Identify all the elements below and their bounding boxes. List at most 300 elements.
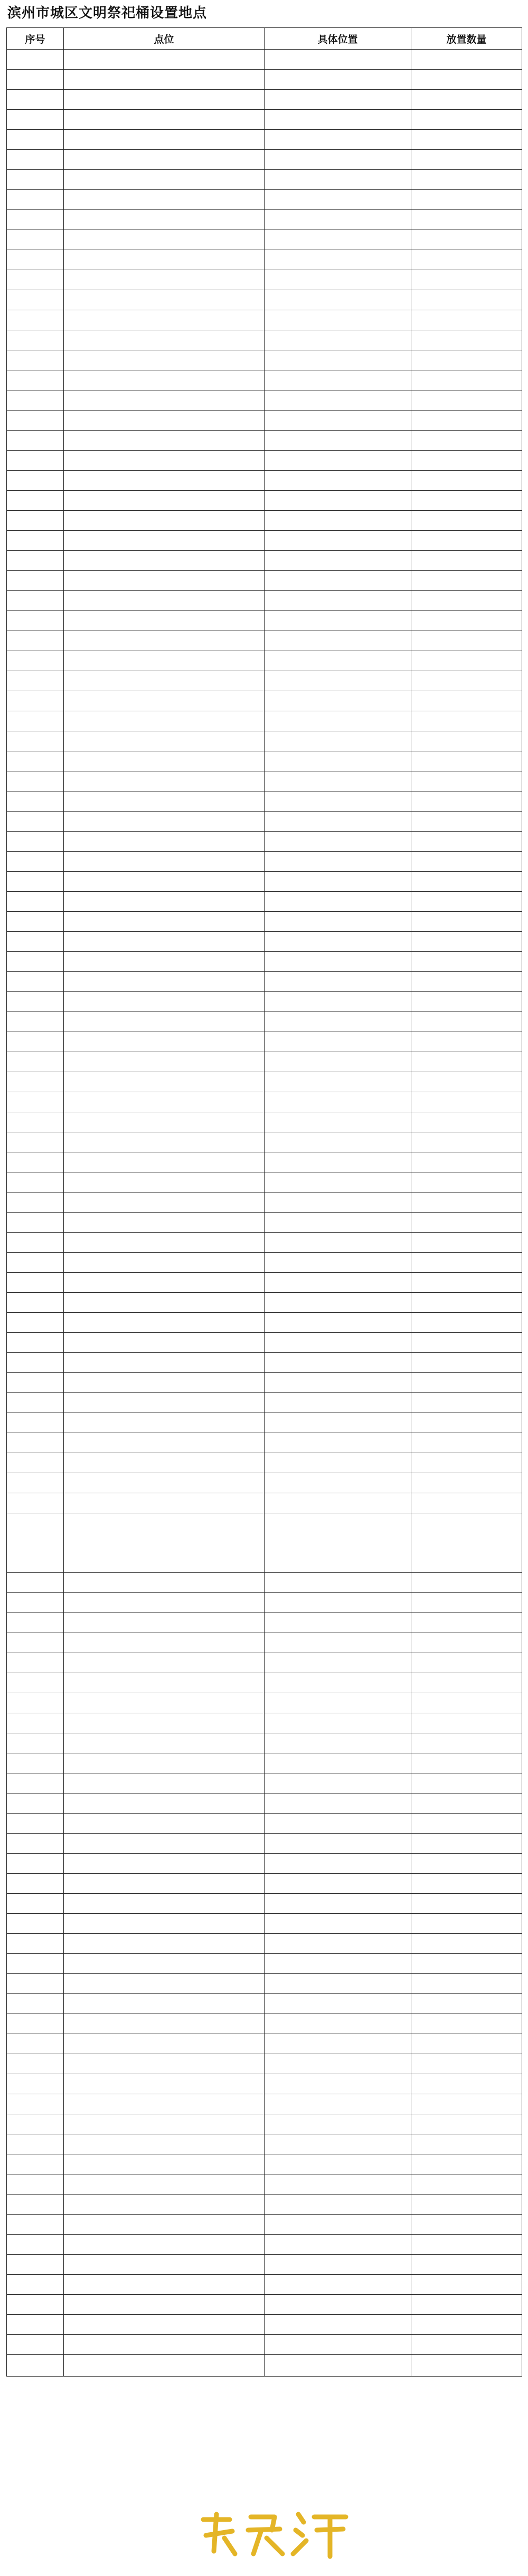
cell-no [7,611,64,631]
table-row [7,992,522,1012]
cell-qty [411,591,522,611]
cell-position [265,1934,411,1954]
cell-qty [411,2295,522,2315]
cell-qty [411,1253,522,1273]
cell-no [7,1773,64,1793]
table-row [7,230,522,250]
cell-position [265,2094,411,2114]
cell-qty [411,1713,522,1733]
cell-qty [411,471,522,491]
table-row [7,952,522,972]
cell-qty [411,611,522,631]
cell-no [7,751,64,771]
cell-qty [411,1934,522,1954]
cell-position [265,1914,411,1934]
cell-position [265,471,411,491]
cell-no [7,1112,64,1132]
table-row [7,531,522,551]
cell-place [64,1473,265,1493]
cell-qty [411,2235,522,2255]
table-row [7,2074,522,2094]
cell-place [64,190,265,210]
cell-place [64,1032,265,1052]
cell-place [64,972,265,992]
table-row [7,431,522,451]
cell-place [64,1573,265,1593]
cell-no [7,1433,64,1453]
table-row [7,250,522,270]
cell-position [265,330,411,350]
cell-qty [411,1874,522,1894]
table-row [7,651,522,671]
cell-qty [411,2114,522,2134]
cell-qty [411,90,522,110]
cell-qty [411,1854,522,1874]
cell-no [7,731,64,751]
cell-no [7,1733,64,1753]
cell-no [7,491,64,511]
cell-place [64,1433,265,1453]
cell-qty [411,1593,522,1613]
table-row [7,1293,522,1313]
cell-no [7,2014,64,2034]
cell-position [265,2335,411,2355]
table-row [7,1253,522,1273]
cell-position [265,651,411,671]
table-row [7,1453,522,1473]
cell-no [7,2114,64,2134]
cell-qty [411,310,522,330]
cell-no [7,872,64,892]
cell-no [7,992,64,1012]
table-row [7,1353,522,1373]
cell-no [7,1172,64,1192]
table-row [7,791,522,812]
table-row [7,1814,522,1834]
table-row [7,310,522,330]
cell-place [64,651,265,671]
cell-place [64,310,265,330]
cell-no [7,2134,64,2154]
cell-position [265,1353,411,1373]
cell-place [64,2034,265,2054]
cell-place [64,1593,265,1613]
table-row [7,551,522,571]
table-row [7,1373,522,1393]
cell-position [265,1613,411,1633]
cell-qty [411,2134,522,2154]
cell-qty [411,1914,522,1934]
table-row [7,711,522,731]
cell-position [265,1593,411,1613]
cell-position [265,1293,411,1313]
cell-position [265,952,411,972]
cell-no [7,390,64,411]
cell-qty [411,1152,522,1172]
cell-position [265,531,411,551]
table-row [7,370,522,390]
cell-position [265,1273,411,1293]
cell-qty [411,2195,522,2215]
cell-no [7,1974,64,1994]
cell-qty [411,290,522,310]
cell-qty [411,691,522,711]
cell-no [7,1713,64,1733]
cell-place [64,1012,265,1032]
cell-no [7,591,64,611]
cell-qty [411,852,522,872]
cell-place [64,451,265,471]
table-row [7,150,522,170]
cell-place [64,2235,265,2255]
cell-no [7,2295,64,2315]
cell-place [64,1713,265,1733]
cell-position [265,2114,411,2134]
cell-qty [411,631,522,651]
cell-no [7,2335,64,2355]
cell-qty [411,1052,522,1072]
cell-place [64,290,265,310]
cell-no [7,2074,64,2094]
cell-position [265,190,411,210]
table-row [7,1012,522,1032]
cell-position [265,2054,411,2074]
table-row [7,2215,522,2235]
cell-place [64,511,265,531]
cell-no [7,170,64,190]
table-row [7,832,522,852]
cell-place [64,1793,265,1814]
cell-no [7,431,64,451]
cell-position [265,1152,411,1172]
cell-place [64,2335,265,2355]
cell-place [64,1213,265,1233]
table-row [7,110,522,130]
cell-position [265,70,411,90]
cell-place [64,1954,265,1974]
cell-qty [411,771,522,791]
cell-position [265,2154,411,2174]
table-row [7,1493,522,1513]
cell-qty [411,1994,522,2014]
cell-position [265,250,411,270]
table-row [7,1152,522,1172]
table-row [7,892,522,912]
table-row [7,852,522,872]
cell-no [7,1753,64,1773]
cell-qty [411,451,522,471]
cell-place [64,852,265,872]
table-row [7,2154,522,2174]
table-row [7,70,522,90]
cell-no [7,631,64,651]
cell-qty [411,1493,522,1513]
cell-no [7,1213,64,1233]
cell-qty [411,972,522,992]
table-row [7,2275,522,2295]
cell-no [7,571,64,591]
cell-position [265,2255,411,2275]
cell-position [265,771,411,791]
table-row [7,912,522,932]
cell-place [64,1172,265,1192]
table-row [7,1994,522,2014]
cell-place [64,1854,265,1874]
cell-no [7,691,64,711]
cell-no [7,651,64,671]
cell-qty [411,2154,522,2174]
cell-qty [411,1673,522,1693]
cell-qty [411,110,522,130]
cell-position [265,1854,411,1874]
table-row [7,1092,522,1112]
cell-qty [411,1513,522,1573]
table-row [7,872,522,892]
table-row [7,571,522,591]
cell-position [265,1313,411,1333]
cell-position [265,591,411,611]
table-row [7,1793,522,1814]
cell-place [64,230,265,250]
table-row [7,330,522,350]
cell-position [265,1874,411,1894]
cell-position [265,1753,411,1773]
table-row [7,210,522,230]
cell-place [64,631,265,651]
cell-position [265,1974,411,1994]
cell-no [7,832,64,852]
cell-position [265,2174,411,2195]
cell-no [7,1253,64,1273]
cell-qty [411,1293,522,1313]
cell-qty [411,491,522,511]
cell-position [265,1253,411,1273]
cell-place [64,250,265,270]
cell-position [265,1172,411,1192]
cell-place [64,270,265,290]
cell-place [64,390,265,411]
table-row [7,2335,522,2355]
cell-position [265,2275,411,2295]
cell-position [265,852,411,872]
cell-qty [411,1633,522,1653]
cell-qty [411,2074,522,2094]
cell-place [64,812,265,832]
cell-place [64,1894,265,1914]
cell-position [265,110,411,130]
cell-place [64,1373,265,1393]
cell-qty [411,330,522,350]
cell-place [64,1733,265,1753]
cell-place [64,2094,265,2114]
cell-no [7,130,64,150]
table-row [7,2255,522,2275]
table-row [7,631,522,651]
table-row [7,130,522,150]
table-row [7,1413,522,1433]
cell-qty [411,411,522,431]
cell-qty [411,1092,522,1112]
cell-position [265,150,411,170]
cell-place [64,1613,265,1633]
header-position: 具体位置 [265,28,411,50]
table-row [7,2174,522,2195]
cell-qty [411,50,522,70]
table-row [7,1032,522,1052]
table-row [7,2195,522,2215]
table-row [7,812,522,832]
cell-position [265,611,411,631]
table-row [7,2114,522,2134]
cell-position [265,511,411,531]
table-row [7,511,522,531]
cell-qty [411,2215,522,2235]
cell-place [64,591,265,611]
table-row [7,2315,522,2335]
cell-position [265,50,411,70]
cell-qty [411,1373,522,1393]
cell-position [265,1393,411,1413]
cell-place [64,872,265,892]
cell-position [265,1713,411,1733]
cell-place [64,1513,265,1573]
cell-no [7,912,64,932]
cell-place [64,1233,265,1253]
table-row [7,50,522,70]
cell-position [265,2295,411,2315]
cell-no [7,1092,64,1112]
cell-place [64,1132,265,1152]
table-row [7,1874,522,1894]
data-table [6,27,522,2377]
cell-position [265,1513,411,1573]
cell-qty [411,1132,522,1152]
table-row [7,170,522,190]
table-row [7,2014,522,2034]
table-row [7,2054,522,2074]
cell-position [265,2315,411,2335]
cell-place [64,771,265,791]
table-row [7,1233,522,1253]
cell-position [265,751,411,771]
cell-place [64,1052,265,1072]
cell-position [265,832,411,852]
cell-no [7,711,64,731]
cell-no [7,2154,64,2174]
cell-no [7,1814,64,1834]
cell-no [7,1493,64,1513]
cell-place [64,912,265,932]
cell-no [7,1413,64,1433]
cell-no [7,551,64,571]
cell-qty [411,1894,522,1914]
cell-place [64,531,265,551]
table-row [7,2235,522,2255]
cell-no [7,70,64,90]
cell-no [7,1914,64,1934]
cell-position [265,411,411,431]
cell-position [265,1693,411,1713]
cell-place [64,1673,265,1693]
cell-position [265,2195,411,2215]
cell-place [64,1393,265,1413]
table-row [7,1854,522,1874]
cell-qty [411,70,522,90]
cell-qty [411,390,522,411]
cell-qty [411,1333,522,1353]
cell-place [64,2154,265,2174]
table-row [7,1633,522,1653]
cell-qty [411,1072,522,1092]
cell-position [265,631,411,651]
cell-qty [411,210,522,230]
cell-qty [411,1974,522,1994]
table-row [7,2034,522,2054]
cell-no [7,812,64,832]
cell-position [265,992,411,1012]
table-row [7,1213,522,1233]
table-row [7,2295,522,2315]
cell-no [7,1954,64,1974]
cell-no [7,1012,64,1032]
cell-qty [411,872,522,892]
cell-no [7,2235,64,2255]
cell-no [7,1192,64,1213]
table-row [7,972,522,992]
cell-no [7,2315,64,2335]
cell-no [7,1994,64,2014]
cell-qty [411,1273,522,1293]
cell-place [64,1773,265,1793]
cell-qty [411,130,522,150]
table-row [7,751,522,771]
cell-qty [411,731,522,751]
cell-position [265,1773,411,1793]
cell-no [7,852,64,872]
cell-place [64,2134,265,2154]
cell-no [7,1453,64,1473]
cell-qty [411,370,522,390]
cell-no [7,1673,64,1693]
cell-place [64,1453,265,1473]
cell-no [7,110,64,130]
cell-no [7,791,64,812]
cell-place [64,1273,265,1293]
cell-position [265,1433,411,1453]
cell-position [265,2074,411,2094]
cell-place [64,2054,265,2074]
cell-position [265,1213,411,1233]
cell-no [7,1834,64,1854]
table-row [7,611,522,631]
cell-no [7,2275,64,2295]
cell-place [64,551,265,571]
cell-no [7,250,64,270]
cell-position [265,1814,411,1834]
cell-position [265,90,411,110]
cell-qty [411,150,522,170]
cell-position [265,230,411,250]
table-row [7,270,522,290]
cell-place [64,892,265,912]
table-row [7,1273,522,1293]
cell-place [64,952,265,972]
header-no: 序号 [7,28,64,50]
cell-qty [411,1693,522,1713]
cell-position [265,1012,411,1032]
table-row [7,471,522,491]
cell-place [64,130,265,150]
